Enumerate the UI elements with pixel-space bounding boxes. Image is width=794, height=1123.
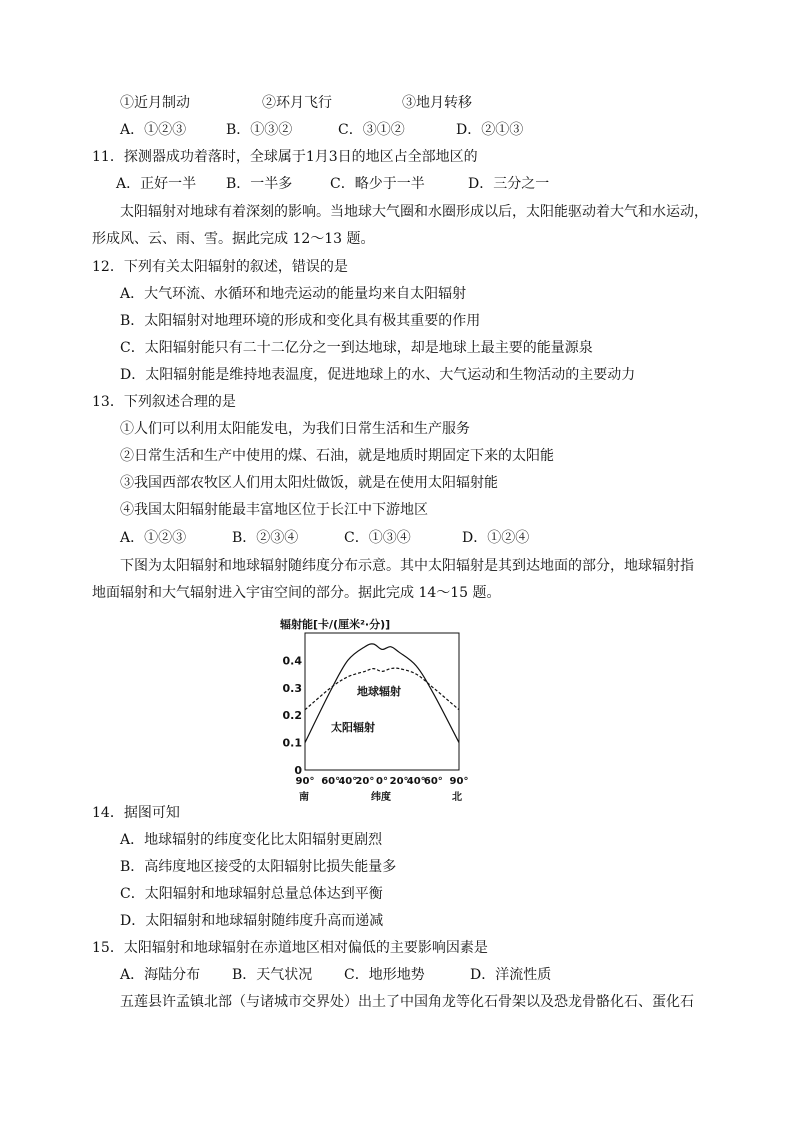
q11-option: A．正好一半 bbox=[116, 176, 197, 192]
plot-frame bbox=[305, 633, 459, 770]
q12-stem: 12．下列有关太阳辐射的叙述，错误的是 bbox=[92, 259, 348, 275]
q13-stem: 13．下列叙述合理的是 bbox=[92, 394, 236, 410]
q15-option: A．海陆分布 bbox=[120, 967, 201, 983]
q13-option: D．①②④ bbox=[462, 530, 530, 546]
series-label-earth: 地球辐射 bbox=[357, 685, 401, 698]
q10-option: C．③①② bbox=[338, 122, 405, 138]
x-tick-label: 40° bbox=[338, 776, 358, 787]
x-tick-label: 60° bbox=[321, 776, 341, 787]
x-tick-label: 20° bbox=[355, 776, 375, 787]
q12-option: B．太阳辐射对地理环境的形成和变化具有极其重要的作用 bbox=[120, 313, 481, 329]
x-tick-label: 0° bbox=[376, 776, 388, 787]
series-label-solar: 太阳辐射 bbox=[331, 721, 375, 734]
q12-option: A．大气环流、水循环和地壳运动的能量均来自太阳辐射 bbox=[120, 286, 467, 302]
q14-option: B．高纬度地区接受的太阳辐射比损失能量多 bbox=[120, 859, 397, 875]
q15-option: B．天气状况 bbox=[232, 967, 313, 983]
q13-item: ④我国太阳辐射能最丰富地区位于长江中下游地区 bbox=[120, 502, 428, 518]
q15-option: C．地形地势 bbox=[344, 967, 425, 983]
q10-item: ③地月转移 bbox=[402, 95, 472, 111]
q10-option: D．②①③ bbox=[456, 122, 524, 138]
y-tick-label: 0.2 bbox=[282, 709, 302, 723]
intro-paragraph: 地面辐射和大气辐射进入宇宙空间的部分。据此完成 14～15 题。 bbox=[92, 585, 501, 601]
q11-stem: 11．探测器成功着落时，全球属于1月3日的地区占全部地区的 bbox=[92, 149, 478, 165]
x-tick-label: 90° bbox=[295, 776, 315, 787]
q13-option: A．①②③ bbox=[120, 530, 187, 546]
y-tick-label: 0.4 bbox=[282, 654, 302, 668]
intro-paragraph: 太阳辐射对地球有着深刻的影响。当地球大气圈和水圈形成以后，太阳能驱动着大气和水运动， bbox=[120, 204, 708, 220]
x-end-label-south: 南 bbox=[299, 792, 309, 803]
x-tick-label: 90° bbox=[449, 776, 469, 787]
x-tick-label: 20° bbox=[389, 776, 409, 787]
q10-option: A．①②③ bbox=[120, 122, 187, 138]
q11-option: C．略少于一半 bbox=[330, 176, 425, 192]
q14-option: C．太阳辐射和地球辐射总量总体达到平衡 bbox=[120, 886, 383, 902]
radiation-latitude-chart bbox=[280, 614, 476, 806]
q11-option: D．三分之一 bbox=[468, 176, 550, 192]
intro-paragraph: 形成风、云、雨、雪。据此完成 12～13 题。 bbox=[92, 231, 375, 247]
x-end-label-north: 北 bbox=[452, 792, 462, 803]
q12-option: C．太阳辐射能只有二十二亿分之一到达地球，却是地球上最主要的能量源泉 bbox=[120, 340, 593, 356]
chart-title: 辐射能[卡/(厘米²·分)] bbox=[280, 618, 391, 631]
q14-stem: 14．据图可知 bbox=[92, 805, 180, 821]
q10-item: ①近月制动 bbox=[120, 95, 190, 111]
intro-paragraph: 下图为太阳辐射和地球辐射随纬度分布示意。其中太阳辐射是其到达地面的部分，地球辐射指 bbox=[120, 558, 694, 574]
q14-option: A．地球辐射的纬度变化比太阳辐射更剧烈 bbox=[120, 832, 383, 848]
q11-option: B．一半多 bbox=[226, 176, 293, 192]
x-tick-label: 40° bbox=[406, 776, 426, 787]
intro-paragraph: 五莲县许孟镇北部（与诸城市交界处）出土了中国角龙等化石骨架以及恐龙骨骼化石、蛋化石 bbox=[120, 994, 694, 1010]
q13-item: ③我国西部农牧区人们用太阳灶做饭，就是在使用太阳辐射能 bbox=[120, 475, 498, 491]
q14-option: D．太阳辐射和地球辐射随纬度升高而递减 bbox=[120, 913, 384, 929]
q15-option: D．洋流性质 bbox=[470, 967, 552, 983]
x-axis-label: 纬度 bbox=[371, 792, 391, 803]
q13-option: B．②③④ bbox=[232, 530, 299, 546]
q13-option: C．①③④ bbox=[344, 530, 411, 546]
q10-option: B．①③② bbox=[226, 122, 293, 138]
q13-item: ②日常生活和生产中使用的煤、石油，就是地质时期固定下来的太阳能 bbox=[120, 448, 554, 464]
x-tick-label: 60° bbox=[423, 776, 443, 787]
y-tick-label: 0.1 bbox=[282, 736, 302, 750]
x-axis bbox=[296, 776, 469, 787]
y-tick-label: 0 bbox=[294, 764, 302, 777]
q10-item: ②环月飞行 bbox=[262, 95, 332, 111]
q15-stem: 15．太阳辐射和地球辐射在赤道地区相对偏低的主要影响因素是 bbox=[92, 940, 488, 956]
y-tick-label: 0.3 bbox=[282, 681, 302, 695]
y-axis bbox=[283, 654, 303, 777]
q13-item: ①人们可以利用太阳能发电，为我们日常生活和生产服务 bbox=[120, 421, 470, 437]
q12-option: D．太阳辐射能是维持地表温度，促进地球上的水、大气运动和生物活动的主要动力 bbox=[120, 367, 636, 383]
